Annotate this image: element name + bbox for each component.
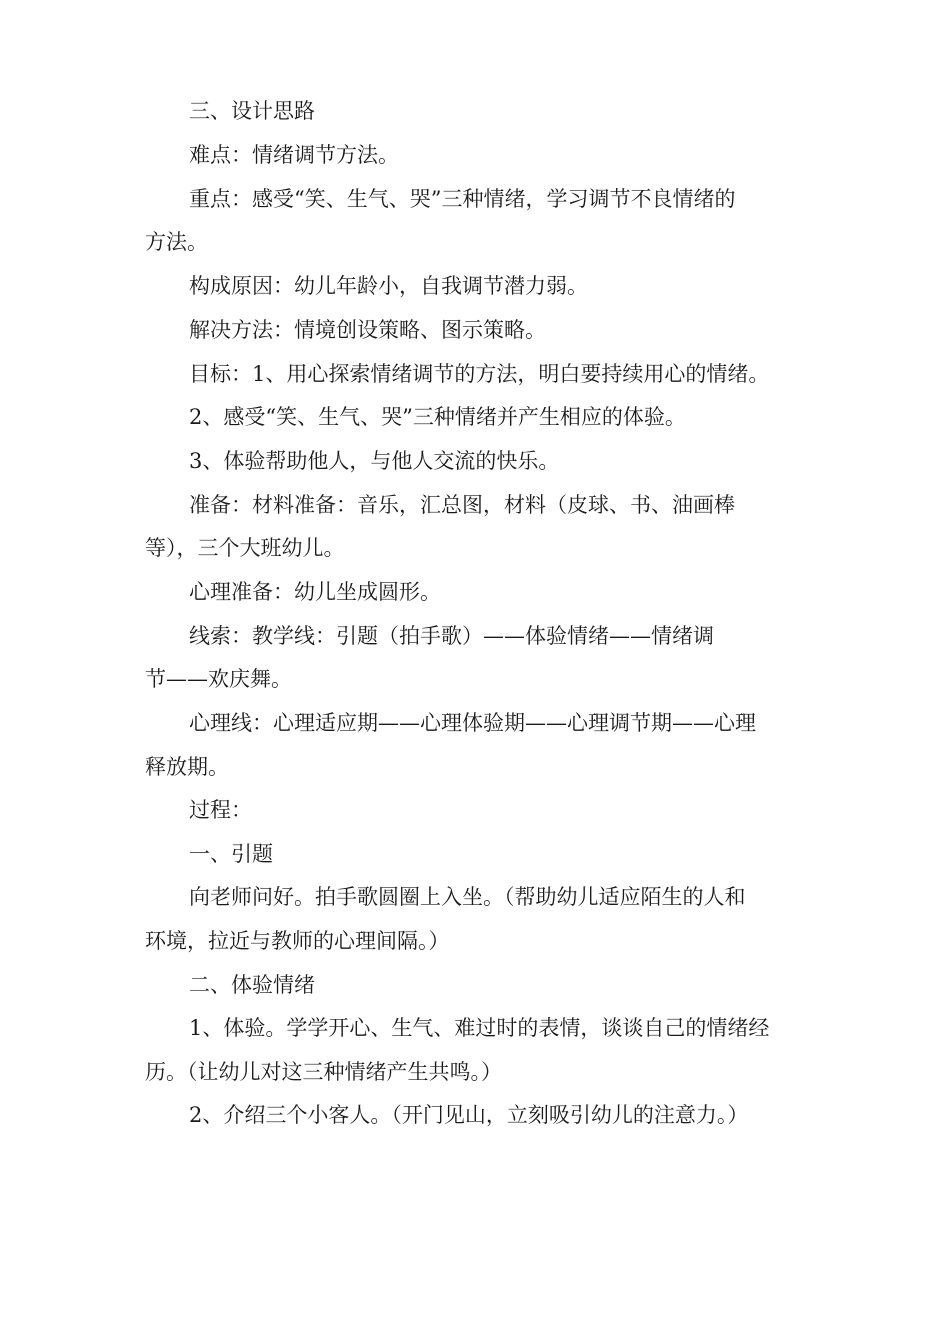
solution-line: 解决方法：情境创设策略、图示策略。	[189, 318, 546, 342]
step-1-text: 向老师问好。拍手歌圆圈上入坐。（帮助幼儿适应陌生的人和	[189, 885, 746, 909]
process-heading: 过程：	[189, 798, 252, 822]
step-1-text-cont: 环境，拉近与教师的心理间隔。）	[145, 929, 450, 953]
cause-line: 构成原因：幼儿年龄小，自我调节潜力弱。	[189, 274, 588, 298]
psych-preparation-line: 心理准备：幼儿坐成圆形。	[189, 580, 441, 604]
step-2-item-1: 1、体验。学学开心、生气、难过时的表情，谈谈自己的情绪经	[189, 1016, 770, 1040]
difficulty-line: 难点：情绪调节方法。	[189, 143, 399, 167]
preparation-line-cont: 等），三个大班幼儿。	[145, 536, 345, 560]
focus-line-cont: 方法。	[145, 230, 208, 254]
section-heading-design-idea: 三、设计思路	[189, 99, 315, 123]
focus-line: 重点：感受“笑、生气、哭”三种情绪，学习调节不良情绪的	[189, 187, 736, 211]
step-2-item-1-cont: 历。（让幼儿对这三种情绪产生共鸣。）	[145, 1060, 502, 1084]
teaching-clue-line: 线索：教学线：引题（拍手歌）——体验情绪——情绪调	[189, 624, 714, 648]
psych-clue-line-cont: 释放期。	[145, 755, 229, 779]
psych-clue-line: 心理线：心理适应期——心理体验期——心理调节期——心理	[189, 711, 756, 735]
teaching-clue-line-cont: 节——欢庆舞。	[145, 667, 292, 691]
step-2-item-2: 2、介绍三个小客人。（开门见山，立刻吸引幼儿的注意力。）	[189, 1103, 749, 1127]
preparation-line: 准备：材料准备：音乐，汇总图，材料（皮球、书、油画棒	[189, 493, 735, 517]
goal-line-1: 目标：1、用心探索情绪调节的方法，明白要持续用心的情绪。	[189, 362, 770, 386]
step-1-heading: 一、引题	[189, 842, 273, 866]
step-2-heading: 二、体验情绪	[189, 973, 315, 997]
goal-line-3: 3、体验帮助他人，与他人交流的快乐。	[189, 449, 560, 473]
goal-line-2: 2、感受“笑、生气、哭”三种情绪并产生相应的体验。	[189, 405, 686, 429]
